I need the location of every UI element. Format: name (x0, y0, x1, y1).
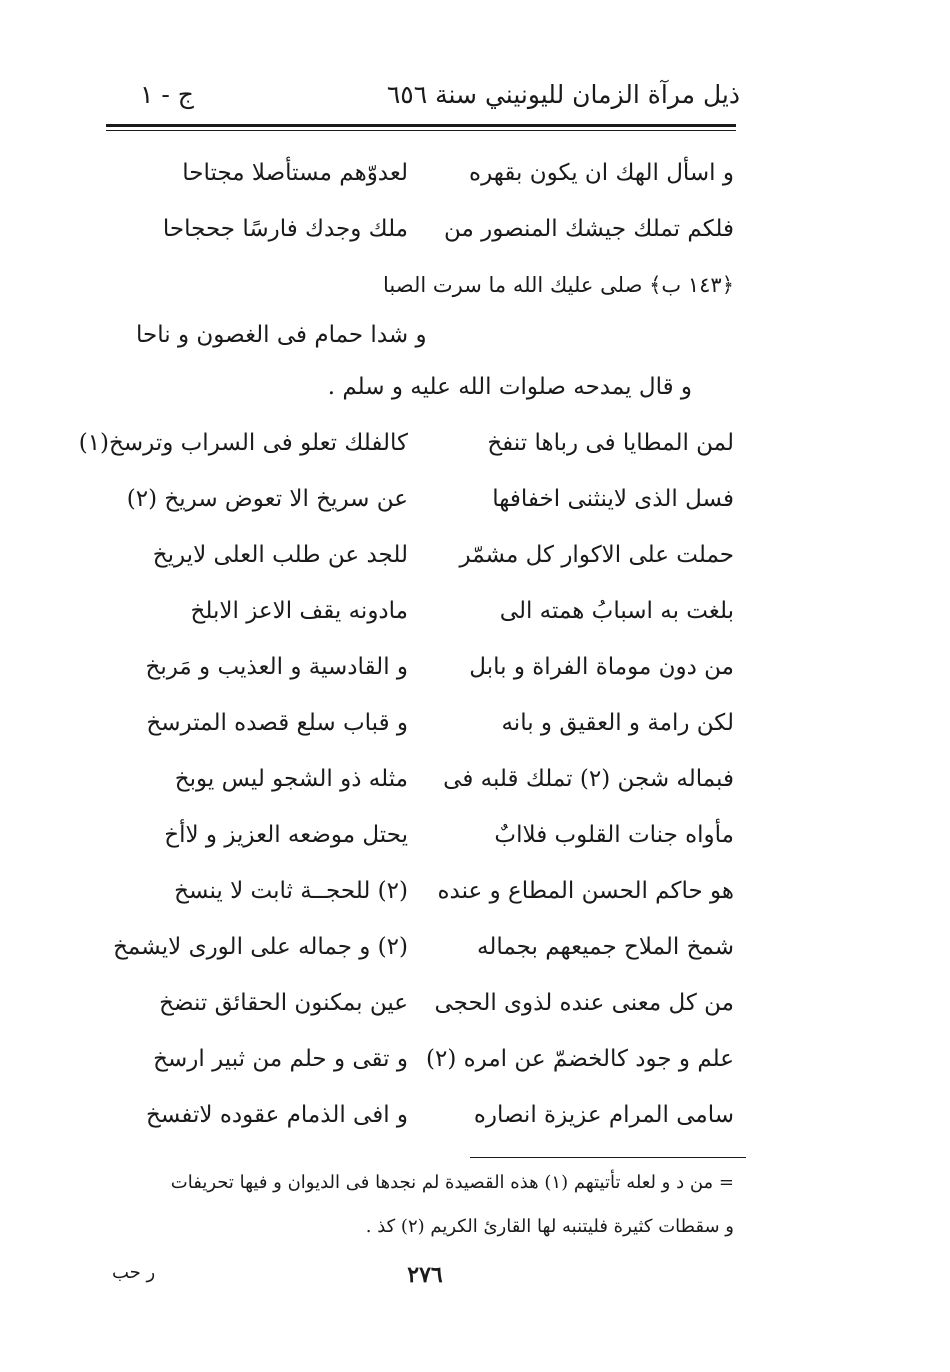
verse-line (108, 206, 734, 252)
poem-verse (108, 700, 734, 746)
poem-introduction: و قال يمدحه صلوات الله عليه و سلم . (327, 374, 692, 400)
verse-second-hemistich: عين بمكنون الحقائق تنضخ (159, 990, 408, 1016)
verse-first-hemistich: لكن رامة و العقيق و بانه (501, 710, 734, 736)
verse-second-hemistich: للجد عن طلب العلى لايريخ (152, 542, 408, 568)
poem-verse (108, 532, 734, 578)
verse-first-hemistich: فلكم تملك جيشك المنصور من (443, 216, 734, 242)
verse-second-hemistich: مثله ذو الشجو ليس يوبخ (174, 766, 408, 792)
verse-first-hemistich: و اسأل الهك ان يكون بقهره (469, 160, 734, 186)
verse-second-hemistich: لعدوّهم مستأصلا مجتاحا (182, 160, 408, 186)
poem-verse (108, 924, 734, 970)
verse-line (108, 150, 734, 196)
volume-number: ج - ١ (140, 80, 194, 109)
poem-verse (108, 756, 734, 802)
verse-second-hemistich: يحتل موضعه العزيز و لاأخ (164, 822, 408, 848)
verse-second-hemistich: عن سريخ الا تعوض سريخ (٢) (126, 486, 408, 512)
poem-verse (108, 1036, 734, 1082)
verse-first-hemistich: فسل الذى لاينثنى اخفافها (492, 486, 734, 512)
header-rule-thick (106, 124, 736, 127)
footnote-rule (470, 1157, 746, 1158)
margin-note-line: ﴿١٤٣ ب﴾ صلى عليك الله ما سرت الصبا (383, 273, 734, 297)
verse-first-hemistich: من كل معنى عنده لذوى الحجى (434, 990, 734, 1016)
verse-second-hemistich: مادونه يقف الاعز الابلخ (190, 598, 408, 624)
verse-first-hemistich: هو حاكم الحسن المطاع و عنده (437, 878, 734, 904)
footnote-line: و سقطات كثيرة فليتنبه لها القارئ الكريم (٢) كذ . (365, 1216, 734, 1237)
header-title: ذيل مرآة الزمان لليونيني سنة ٦٥٦ (386, 80, 740, 109)
signature-mark: ر حب (112, 1262, 156, 1283)
poem-verse (78, 420, 734, 466)
verse-second-hemistich: كالفلك تعلو فى السراب وترسخ(١) (78, 430, 408, 456)
poem-verse (108, 1092, 734, 1138)
verse-second-hemistich: و تقى و حلم من ثبير ارسخ (153, 1046, 408, 1072)
running-header (120, 80, 740, 120)
verse-first-hemistich: لمن المطايا فى رباها تنفخ (487, 430, 734, 456)
verse-first-hemistich: شمخ الملاح جميعهم بجماله (477, 934, 734, 960)
page-number: ٢٧٦ (407, 1262, 443, 1288)
verse-second-hemistich: (٢) للحجــة ثابت لا ينسخ (174, 878, 408, 904)
verse-first-hemistich: علم و جود كالخضمّ عن امره (٢) (425, 1046, 734, 1072)
verse-second-hemistich: ملك وجدك فارسًا جحجاحا (162, 216, 408, 242)
verse-first-hemistich: من دون موماة الفراة و بابل (469, 654, 734, 680)
poem-verse (108, 476, 734, 522)
header-rule-thin (106, 130, 736, 131)
poem-verse (108, 868, 734, 914)
verse-second-hemistich: و القادسية و العذيب و مَربخ (145, 654, 408, 680)
verse-first-hemistich: سامى المرام عزيزة انصاره (473, 1102, 734, 1128)
verse-first-hemistich: فبماله شجن (٢) تملك قلبه فى (443, 766, 734, 792)
poem-verse (108, 644, 734, 690)
poem-verse (108, 812, 734, 858)
poem-verse (108, 588, 734, 634)
verse-second-hemistich: و قباب سلع قصده المترسخ (146, 710, 408, 736)
verse-second-hemistich: و افى الذمام عقوده لاتفسخ (146, 1102, 408, 1128)
verse-first-hemistich: بلغت به اسبابُ همته الى (499, 598, 734, 624)
margin-note-continuation: و شدا حمام فى الغصون و ناحا (136, 322, 427, 348)
footnote-line: = من د و لعله تأتيتهم (١) هذه القصيدة لم نجدها فى الديوان و فيها تحريفات (170, 1172, 734, 1193)
verse-first-hemistich: حملت على الاكوار كل مشمّر (459, 542, 734, 568)
verse-first-hemistich: مأواه جنات القلوب فلاابٌ (494, 822, 734, 848)
verse-second-hemistich: (٢) و جماله على الورى لايشمخ (113, 934, 408, 960)
poem-verse (108, 980, 734, 1026)
